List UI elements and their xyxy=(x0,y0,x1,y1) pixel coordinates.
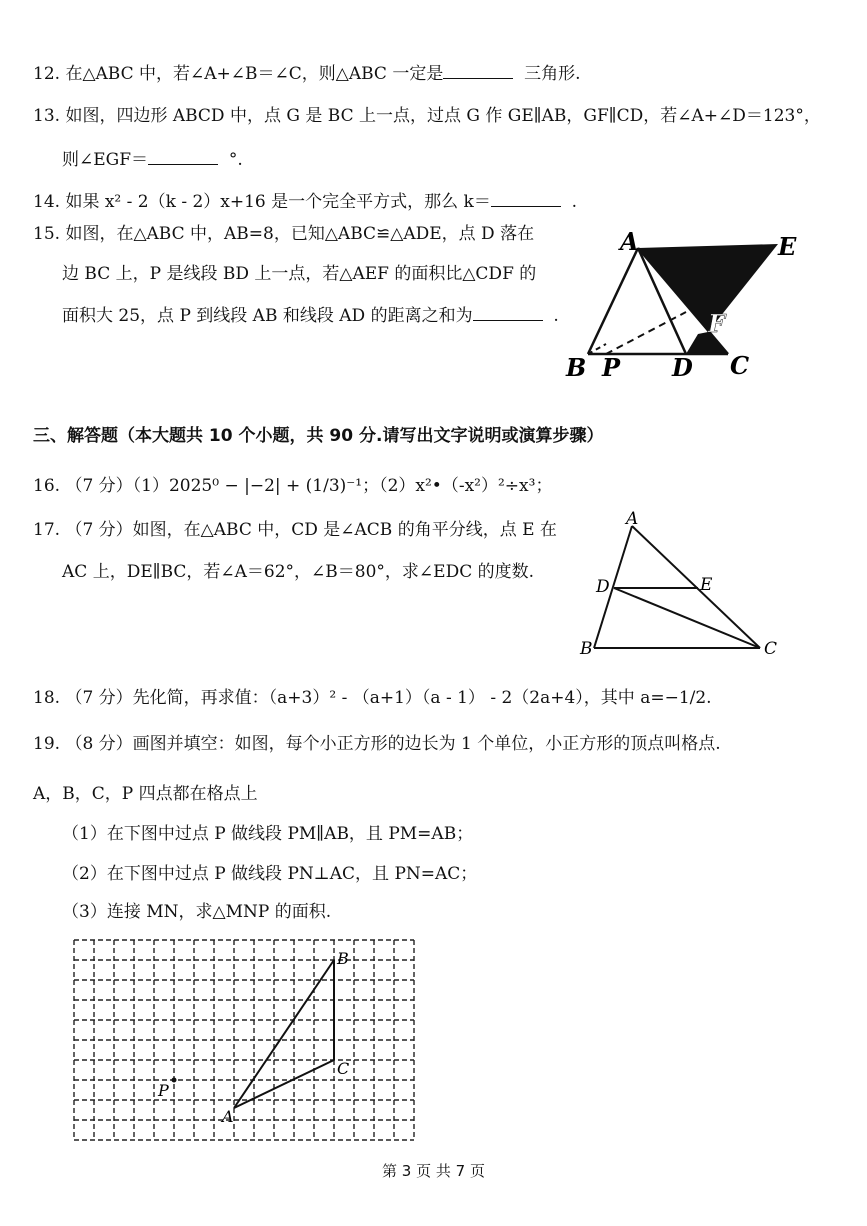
label-a: A xyxy=(626,509,639,529)
q13-prefix: 则∠EGF＝ xyxy=(62,150,149,170)
q14-blank[interactable] xyxy=(491,188,561,207)
label-c: C xyxy=(764,639,778,659)
label-e: E xyxy=(700,575,713,595)
q12-suffix: 三角形. xyxy=(524,64,581,84)
q19-line2: A，B，C，P 四点都在格点上 xyxy=(33,784,258,804)
q19-line1: 19. （8 分）画图并填空：如图，每个小正方形的边长为 1 个单位，小正方形的顶点叫格点. xyxy=(33,734,721,754)
page-footer: 第 3 页 共 7 页 xyxy=(382,1162,485,1180)
q19-grid-figure xyxy=(70,936,420,1136)
label-f: F xyxy=(708,309,726,338)
q13-line1: 13. 如图，四边形 ABCD 中，点 G 是 BC 上一点，过点 G 作 GE∥AB，GF∥CD，若∠A+∠D＝123°， xyxy=(33,106,821,126)
q12-text: 12. 在△ABC 中，若∠A+∠B＝∠C，则△ABC 一定是 xyxy=(33,64,444,84)
q15-line1: 15. 如图，在△ABC 中，AB=8，已知△ABC≌△ADE，点 D 落在 xyxy=(33,224,535,244)
q13-blank[interactable] xyxy=(148,146,218,165)
q16: 16. （7 分）（1）2025⁰ − |−2| + (1/3)⁻¹；（2）x²•（-x²）²÷x³； xyxy=(33,476,553,496)
q17-line1: 17. （7 分）如图，在△ABC 中，CD 是∠ACB 的角平分线，点 E 在 xyxy=(33,520,557,540)
q14-suffix: . xyxy=(571,192,578,212)
label-p: P xyxy=(602,353,621,382)
q15-line2: 边 BC 上，P 是线段 BD 上一点，若△AEF 的面积比△CDF 的 xyxy=(62,264,537,284)
segment-ab xyxy=(234,960,334,1108)
q19-item3: （3）连接 MN，求△MNP 的面积. xyxy=(62,902,332,922)
q18: 18. （7 分）先化简，再求值：（a+3）² - （a+1）（a - 1） - 2（2a+4），其中 a=−1/2. xyxy=(33,688,712,708)
dashed-p-to-ad xyxy=(606,312,686,354)
q17-figure xyxy=(580,508,780,658)
label-a: A xyxy=(222,1107,234,1126)
q12 xyxy=(33,60,581,86)
label-p: P xyxy=(158,1081,169,1100)
label-b: B xyxy=(337,949,349,968)
q15-line3 xyxy=(62,302,559,328)
segment-dc xyxy=(614,588,760,648)
point-p-dot xyxy=(172,1078,177,1083)
label-b: B xyxy=(566,353,587,382)
q15-figure xyxy=(560,228,800,388)
q19-item2: （2）在下图中过点 P 做线段 PN⊥AC，且 PN=AC； xyxy=(62,864,478,884)
label-d: D xyxy=(672,353,693,382)
q12-blank[interactable] xyxy=(443,60,513,79)
label-c: C xyxy=(337,1059,350,1078)
segment-ab xyxy=(588,248,638,354)
label-c: C xyxy=(730,351,750,380)
q15-blank[interactable] xyxy=(473,302,543,321)
q15-suffix: . xyxy=(553,306,559,326)
label-d: D xyxy=(596,577,610,597)
q17-line2: AC 上，DE∥BC，若∠A＝62°，∠B＝80°，求∠EDC 的度数. xyxy=(62,562,535,582)
q14 xyxy=(33,188,577,214)
q15-text: 面积大 25，点 P 到线段 AB 和线段 AD 的距离之和为 xyxy=(62,306,473,326)
q13-line2 xyxy=(62,146,243,172)
segment-ac xyxy=(234,1060,334,1108)
label-e: E xyxy=(778,232,797,261)
label-b: B xyxy=(580,639,593,659)
q13-suffix: °. xyxy=(228,150,243,170)
q14-text: 14. 如果 x² - 2（k - 2）x+16 是一个完全平方式，那么 k＝ xyxy=(33,192,491,212)
grid-lines xyxy=(74,940,414,1140)
label-a: A xyxy=(620,227,639,256)
section-3-title: 三、解答题（本大题共 10 个小题，共 90 分.请写出文字说明或演算步骤） xyxy=(33,426,604,446)
q19-item1: （1）在下图中过点 P 做线段 PM∥AB，且 PM=AB； xyxy=(62,824,474,844)
